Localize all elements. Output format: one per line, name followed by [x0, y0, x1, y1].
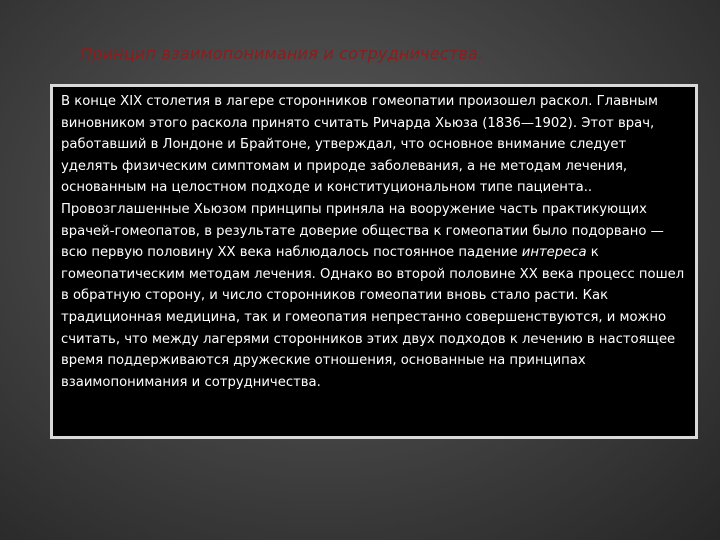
emphasis-word: интереса: [521, 245, 587, 261]
paragraph-part-1: В конце XIX столетия в лагере сторонников гомеопатии произошел раскол. Главным виновником этого раскола принято считать Ричарда Хьюза (1836—1902). Этот врач, работавший в Лондоне и Брайтоне, утверждал, что основное внимание следует уделять физическим симптомам и природе заболевания, а не методам лечения, основанным на целостном подходе и конституциональном типе пациента.. Провозглашенные Хьюзом принципы приняла на вооружение часть практикующих врачей-гомеопатов, в результате доверие общества к гомеопатии было подорвано — всю первую половину XX века наблюдалось постоянное падение: [61, 94, 664, 261]
content-paragraph: [61, 91, 687, 393]
content-box: [50, 84, 698, 439]
paragraph-part-2: к гомеопатическим методам лечения. Однако во второй половине XX века процесс пошел в обратную сторону, и число сторонников гомеопатии вновь стало расти. Как традиционная медицина, так и гомеопатия непрестанно совершенствуются, и можно считать, что между лагерями сторонников этих двух подходов к лечению в настоящее время поддерживаются дружеские отношения, основанные на принципах взаимопонимания и сотрудничества.: [61, 245, 685, 390]
slide-title: Принцип взаимопонимания и сотрудничества.: [80, 44, 484, 63]
